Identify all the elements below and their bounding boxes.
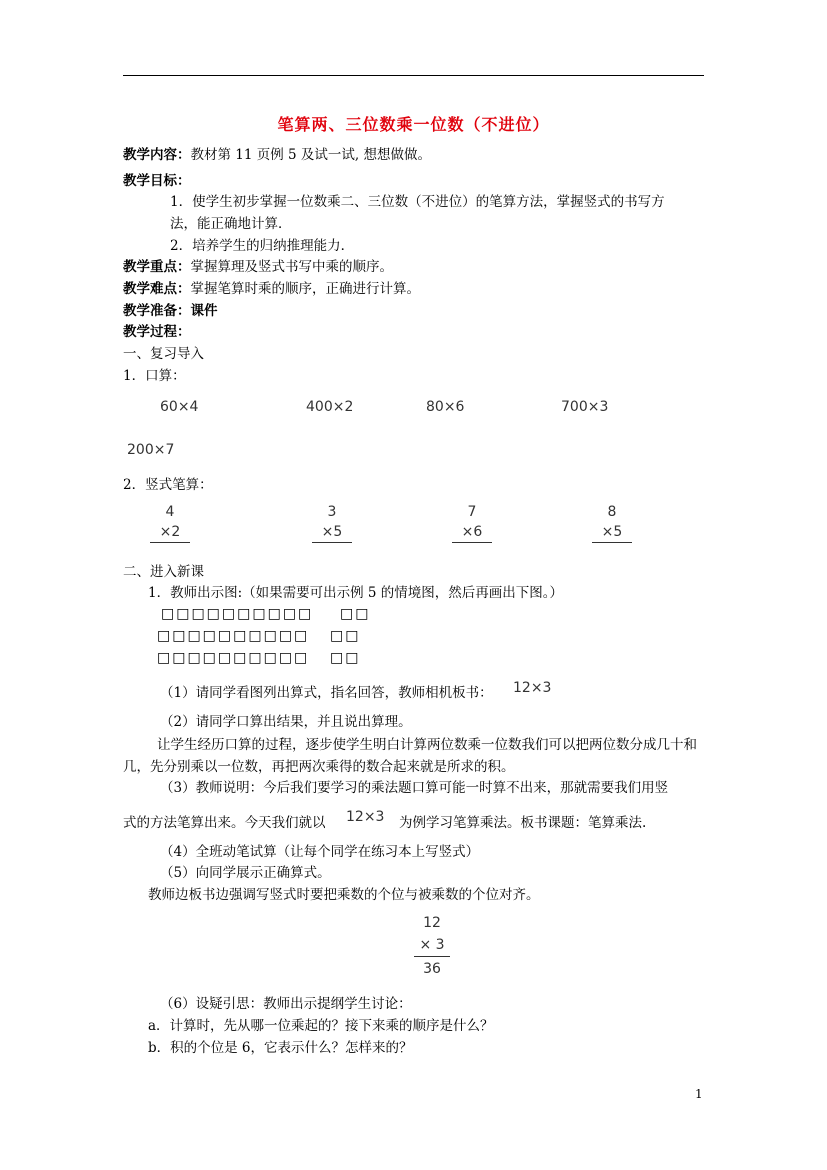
vertical-multiplier: ×2 (150, 522, 190, 543)
question-3-line-2 (123, 814, 326, 832)
oral-item: 700×3 (561, 399, 609, 415)
box-row (157, 649, 309, 667)
oral-item: 60×4 (160, 399, 199, 415)
key-point-line (123, 258, 393, 276)
key-point-label: 教学重点： (123, 259, 191, 275)
vertical-problem (452, 502, 492, 543)
section-2-heading: 二、进入新课 (123, 564, 204, 580)
example-top: 12 (423, 915, 441, 931)
question-1: （1）请同学看图列出算式，指名回答，教师相机板书： (160, 685, 493, 701)
box-row (330, 627, 360, 645)
question-3-text-a: 式的方法笔算出来。今天我们就以 (123, 815, 326, 831)
box-group-right: □□ (330, 628, 361, 644)
oral-item: 200×7 (127, 442, 175, 458)
content-label: 教学内容： (123, 147, 191, 163)
question-5: （5）向同学展示正确算式。 (160, 865, 331, 881)
box-row (157, 627, 309, 645)
question-3-expression: 12×3 (346, 809, 385, 825)
box-group-right: □□ (340, 606, 371, 622)
box-group-left: □□□□□□□□□□ (157, 628, 310, 644)
step-1: 1．教师出示图:（如果需要可出示例 5 的情境图，然后再画出下图。） (148, 585, 564, 601)
box-row (340, 605, 370, 623)
box-group-left: □□□□□□□□□□ (161, 606, 314, 622)
difficulty-text: 掌握笔算时乘的顺序，正确进行计算。 (190, 281, 420, 297)
header-rule (123, 75, 704, 76)
content-text: 教材第 11 页例 5 及试一试, 想想做做。 (190, 147, 432, 163)
question-6a: a．计算时，先从哪一位乘起的？接下来乘的顺序是什么？ (148, 1018, 494, 1034)
vertical-top: 3 (327, 504, 337, 520)
question-2: （2）请同学口算出结果，并且说出算理。 (160, 714, 412, 730)
preparation-line: 教学准备：课件 (123, 303, 218, 319)
box-row (161, 605, 313, 623)
goal-2: 2．培养学生的归纳推理能力． (170, 238, 355, 254)
vertical-multiplier: ×5 (592, 522, 632, 543)
box-group-left: □□□□□□□□□□ (157, 650, 310, 666)
key-point-text: 掌握算理及竖式书写中乘的顺序。 (190, 259, 393, 275)
vertical-label: 2．竖式笔算： (123, 477, 213, 493)
example-multiplier: × 3 (414, 934, 450, 957)
process-label: 教学过程： (123, 324, 191, 340)
page-number: 1 (695, 1087, 703, 1101)
page-title: 笔算两、三位数乘一位数（不进位） (277, 115, 550, 134)
goal-1-line-2: 法，能正确地计算． (170, 216, 292, 232)
example-result: 36 (423, 961, 441, 977)
question-5-note: 教师边板书边强调写竖式时要把乘数的个位与被乘数的个位对齐。 (148, 887, 540, 903)
box-row (330, 649, 360, 667)
difficulty-line (123, 280, 420, 298)
section-1-heading: 一、复习导入 (123, 346, 204, 362)
goal-1-line-1: 1．使学生初步掌握一位数乘二、三位数（不进位）的笔算方法，掌握竖式的书写方 (170, 194, 665, 210)
vertical-problem (312, 502, 352, 543)
goals-label: 教学目标： (123, 173, 191, 189)
question-6: （6）设疑引思：教师出示提纲学生讨论： (160, 996, 412, 1012)
vertical-top: 4 (165, 504, 175, 520)
oral-item: 80×6 (426, 399, 465, 415)
example-vertical (414, 912, 450, 981)
question-3-text-b: 为例学习笔算乘法。板书课题：笔算乘法. (399, 815, 647, 831)
question-6b: b．积的个位是 6，它表示什么？怎样来的？ (148, 1040, 413, 1056)
content-line (123, 146, 431, 164)
vertical-problem (592, 502, 632, 543)
oral-item: 400×2 (306, 399, 354, 415)
vertical-problem (150, 502, 190, 543)
question-2-explanation: 让学生经历口算的过程，逐步使学生明白计算两位数乘一位数我们可以把两位数分成几十和几，先分别乘以一位数，再把两次乘得的数合起来就是所求的积。 (123, 737, 697, 775)
question-3-line-1: （3）教师说明：今后我们要学习的乘法题口算可能一时算不出来，那就需要我们用竖 (160, 780, 669, 796)
vertical-top: 7 (467, 504, 477, 520)
oral-label: 1．口算： (123, 368, 186, 384)
vertical-multiplier: ×6 (452, 522, 492, 543)
vertical-top: 8 (607, 504, 617, 520)
question-1-expression: 12×3 (513, 680, 552, 696)
question-4: （4）全班动笔试算（让每个同学在练习本上写竖式） (160, 844, 480, 860)
box-group-right: □□ (330, 650, 361, 666)
difficulty-label: 教学难点： (123, 281, 191, 297)
vertical-multiplier: ×5 (312, 522, 352, 543)
